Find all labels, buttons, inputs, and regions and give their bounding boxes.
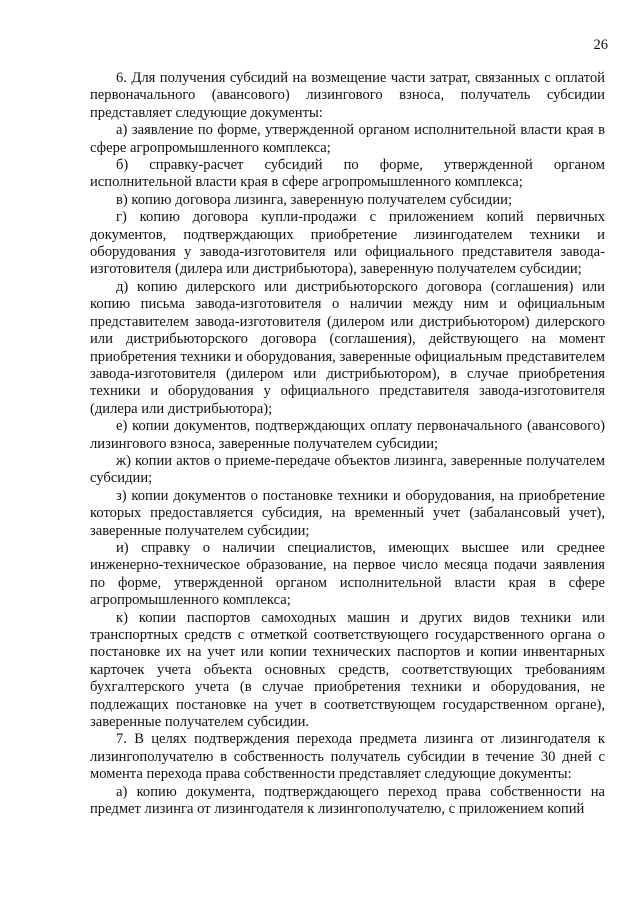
list-item-z: з) копии документов о постановке техники и оборудования, на приобретение которых предоставляется субсидия, на временный учет (забалансовый учет), заверенные получателем субсидии; bbox=[90, 487, 605, 539]
paragraph-7-intro: 7. В целях подтверждения перехода предмета лизинга от лизингодателя к лизингополучателю в собственность получатель субсидии в течение 30 дней с момента перехода права собственности представляет следующие документы: bbox=[90, 731, 605, 783]
paragraph-6-intro: 6. Для получения субсидий на возмещение части затрат, связанных с оплатой первоначального (авансового) лизингового взноса, получатель субсидии представляет следующие документы: bbox=[90, 70, 605, 121]
list-item-g: г) копию договора купли-продажи с приложением копий первичных документов, подтверждающих приобретение лизингодателем техники и оборудования у завода-изготовителя или официального представителя завода-изготовителя (дилера или дистрибьютора), заверенную получателем субсидии; bbox=[90, 209, 605, 278]
document-body bbox=[90, 70, 605, 818]
list-item-zh: ж) копии актов о приеме-передаче объектов лизинга, заверенные получателем субсидии; bbox=[90, 452, 605, 487]
list-item-e: е) копии документов, подтверждающих оплату первоначального (авансового) лизингового взноса, заверенные получателем субсидии; bbox=[90, 418, 605, 452]
list-item-i: и) справку о наличии специалистов, имеющих высшее или среднее инженерно-техническое образование, на первое число месяца подачи заявления по форме, утвержденной органом исполнительной власти края в сфере агропромышленного комплекса; bbox=[90, 539, 605, 609]
list-item-d: д) копию дилерского или дистрибьюторского договора (соглашения) или копию письма завода-изготовителя о наличии между ним и официальным представителем завода-изготовителя (дилером или дистрибьютором) дилерского или дистрибьюторского договора (соглашения), действующего на момент приобретения техники и оборудования, заверенные официальным представителем завода-изготовителя (дилером или дистрибьютором), в случае приобретения техники и оборудования у официального представителя завода-изготовителя (дилера или дистрибьютора); bbox=[90, 278, 605, 417]
list-item-k: к) копии паспортов самоходных машин и других видов техники или транспортных средств с отметкой соответствующего государственного органа о постановке их на учет или копии технических паспортов и копии инвентарных карточек учета объекта основных средств, соответствующих требованиям бухгалтерского учета (в случае приобретения техники и оборудования, не подлежащих постановке на учет в соответствующем государственном органе), заверенные получателем субсидии. bbox=[90, 609, 605, 731]
list-item-a-7: а) копию документа, подтверждающего переход права собственности на предмет лизинга от лизингодателя к лизингополучателю, с приложением копий bbox=[90, 783, 605, 818]
list-item-a: а) заявление по форме, утвержденной органом исполнительной власти края в сфере агропромышленного комплекса; bbox=[90, 122, 605, 156]
list-item-v: в) копию договора лизинга, заверенную получателем субсидии; bbox=[116, 191, 513, 208]
list-item-b: б) справку-расчет субсидий по форме, утвержденной органом исполнительной власти края в сфере агропромышленного комплекса; bbox=[90, 157, 605, 191]
page-number: 26 bbox=[593, 37, 608, 53]
